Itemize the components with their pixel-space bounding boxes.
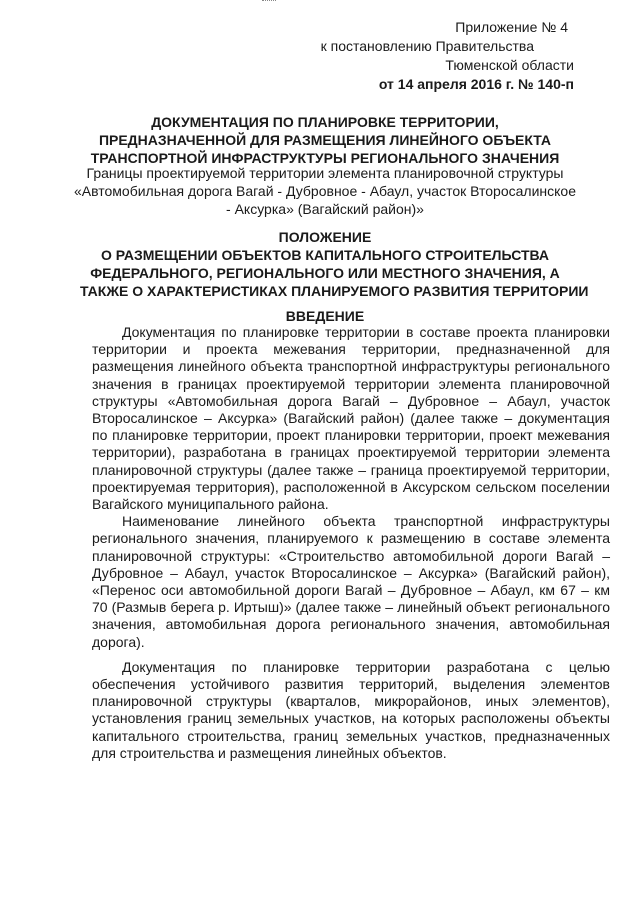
introduction-body [92,324,610,762]
regulation-title-line-2: О РАЗМЕЩЕНИИ ОБЪЕКТОВ КАПИТАЛЬНОГО СТРОИТЕЛЬСТВА [100,247,550,263]
annex-header [314,18,574,94]
annex-resolution: к постановлению Правительства [320,38,534,54]
regulation-title-line-1: ПОЛОЖЕНИЕ [278,229,372,245]
annex-region: Тюменской области [445,57,574,73]
regulation-title [80,228,589,300]
document-subtitle: Границы проектируемой территории элемента планировочной структуры «Автомобильная дорога Вагай - Дубровное - Абаул, участок Второсалинское - Аксурка» (Вагайский район)» [74,165,576,217]
scan-mark [262,0,276,3]
regulation-title-line-3: ФЕДЕРАЛЬНОГО, РЕГИОНАЛЬНОГО ИЛИ МЕСТНОГО ЗНАЧЕНИЯ, А [90,265,560,281]
regulation-title-line-4: ТАКЖЕ О ХАРАКТЕРИСТИКАХ ПЛАНИРУЕМОГО РАЗВИТИЯ ТЕРРИТОРИИ [80,283,589,299]
introduction-heading: ВВЕДЕНИЕ [285,308,365,324]
annex-number: Приложение № 4 [455,19,568,35]
paragraph: Наименование линейного объекта транспортной инфраструктуры регионального значения, планируемого к размещению в составе элемента планировочной структуры: «Строительство автомобильной дороги Вагай – Дубровное – Абаул, участок Второсалинское – Аксурка» (Вагайский район), «Перенос оси автомобильной дороги Вагай – Дубровное – Абаул, км 67 – км 70 (Размыв берега р. Иртыш)» (далее также – линейный объект регионального значения, автомобильная дорога регионального значения, автомобильная дорога). [92,513,610,650]
paragraph: Документация по планировке территории разработана с целью обеспечения устойчивого развития территорий, выделения элементов планировочной структуры (кварталов, микрорайонов, иных элементов), установления границ земельных участков, на которых расположены объекты капитального строительства, границ земельных участков, предназначенных для строительства и размещения линейных объектов. [92,658,610,761]
paragraph: Документация по планировке территории в составе проекта планировки территории и проекта межевания территории, предназначенной для размещения линейного объекта транспортной инфраструктуры регионального значения в границах проектируемой территории элемента планировочной структуры «Автомобильная дорога Вагай – Дубровное – Абаул, участок Второсалинское – Аксурка» (Вагайский район) (далее также – документация по планировке территории, проект планировки территории, проект межевания территории), разработана в границах проектируемой территории элемента планировочной структуры (далее также – граница проектируемой территории, проектируемая территория), расположенной в Аксурском сельском поселении Вагайского муниципального района. [92,324,610,513]
document-title: ДОКУМЕНТАЦИЯ ПО ПЛАНИРОВКЕ ТЕРРИТОРИИ, ПРЕДНАЗНАЧЕННОЙ ДЛЯ РАЗМЕЩЕНИЯ ЛИНЕЙНОГО ОБЪЕКТА ТРАНСПОРТНОЙ ИНФРАСТРУКТУРЫ РЕГИОНАЛЬНОГО ЗНАЧЕНИЯ [90,114,560,166]
annex-date: от 14 апреля 2016 г. № 140-п [378,76,574,92]
